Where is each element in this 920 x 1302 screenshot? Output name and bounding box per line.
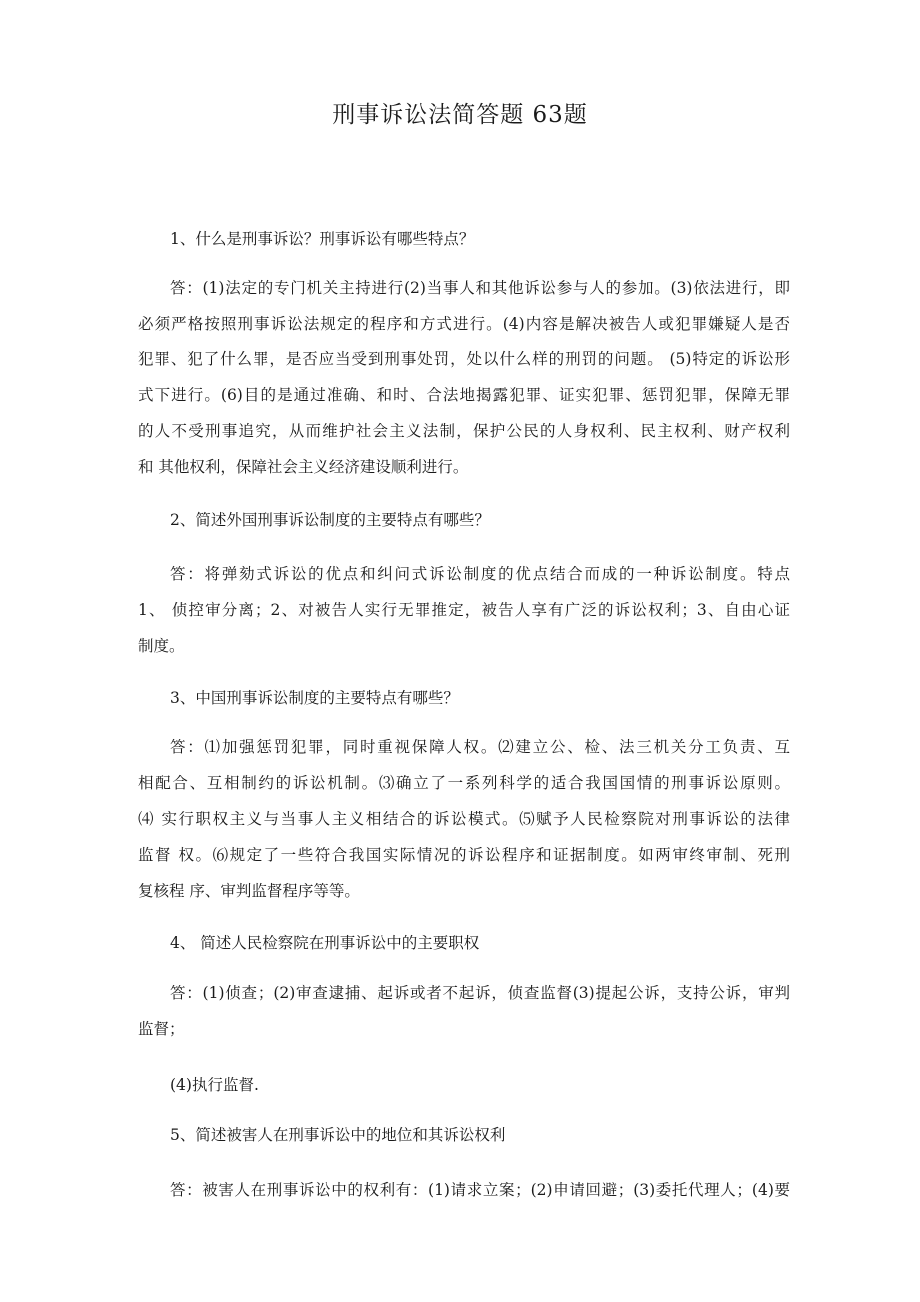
answer-2-line-3: 制度。 bbox=[138, 637, 185, 655]
answer-2-line-2: 1、 侦控审分离；2、对被告人实行无罪推定，被告人享有广泛的诉讼权利；3、自由心证 bbox=[138, 601, 790, 619]
answer-3-line-1: 答：⑴加强惩罚犯罪，同时重视保障人权。⑵建立公、检、法三机关分工负责、互 bbox=[170, 738, 790, 756]
answer-2-line-1: 答：将弹劾式诉讼的优点和纠问式诉讼制度的优点结合而成的一种诉讼制度。特点 bbox=[170, 565, 790, 583]
answer-1-line-6: 和 其他权利，保障社会主义经济建设顺利进行。 bbox=[138, 458, 469, 476]
answer-4-line-2: 监督； bbox=[138, 1020, 185, 1038]
answer-3-line-2: 相配合、互相制约的诉讼机制。⑶确立了一系列科学的适合我国国情的刑事诉讼原则。 bbox=[138, 774, 790, 792]
question-5: 5、简述被害人在刑事诉讼中的地位和其诉讼权利 bbox=[170, 1126, 506, 1144]
answer-5-line-1: 答：被害人在刑事诉讼中的权利有：(1)请求立案；(2)申请回避；(3)委托代理人；(4)要 bbox=[170, 1181, 790, 1199]
answer-1-line-3: 犯罪、犯了什么罪，是否应当受到刑事处罚，处以什么样的刑罚的问题。 (5)特定的诉讼形 bbox=[138, 350, 790, 368]
answer-1-line-4: 式下进行。(6)目的是通过准确、和时、合法地揭露犯罪、证实犯罪、惩罚犯罪，保障无罪 bbox=[138, 386, 790, 404]
answer-3-line-3: ⑷ 实行职权主义与当事人主义相结合的诉讼模式。⑸赋予人民检察院对刑事诉讼的法律 bbox=[138, 810, 790, 828]
answer-1-line-2: 必须严格按照刑事诉讼法规定的程序和方式进行。(4)内容是解决被告人或犯罪嫌疑人是否 bbox=[138, 315, 790, 333]
question-3: 3、中国刑事诉讼制度的主要特点有哪些？ bbox=[170, 689, 459, 707]
question-4: 4、 简述人民检察院在刑事诉讼中的主要职权 bbox=[170, 934, 480, 952]
question-2: 2、简述外国刑事诉讼制度的主要特点有哪些？ bbox=[170, 511, 490, 529]
answer-4-extra: (4)执行监督. bbox=[170, 1076, 259, 1094]
question-1: 1、什么是刑事诉讼？刑事诉讼有哪些特点？ bbox=[170, 230, 475, 248]
answer-1-line-5: 的人不受刑事追究，从而维护社会主义法制，保护公民的人身权利、民主权利、财产权利 bbox=[138, 422, 790, 440]
answer-1-line-1: 答：(1)法定的专门机关主持进行(2)当事人和其他诉讼参与人的参加。(3)依法进行，即 bbox=[170, 279, 790, 297]
answer-4-line-1: 答：(1)侦查；(2)审查逮捕、起诉或者不起诉，侦查监督(3)提起公诉，支持公诉，审判 bbox=[170, 984, 790, 1002]
answer-3-line-5: 复核程 序、审判监督程序等等。 bbox=[138, 882, 360, 900]
answer-3-line-4: 监督 权。⑹规定了一些符合我国实际情况的诉讼程序和证据制度。如两审终审制、死刑 bbox=[138, 846, 790, 864]
document-title: 刑事诉讼法简答题 63题 bbox=[332, 102, 588, 128]
